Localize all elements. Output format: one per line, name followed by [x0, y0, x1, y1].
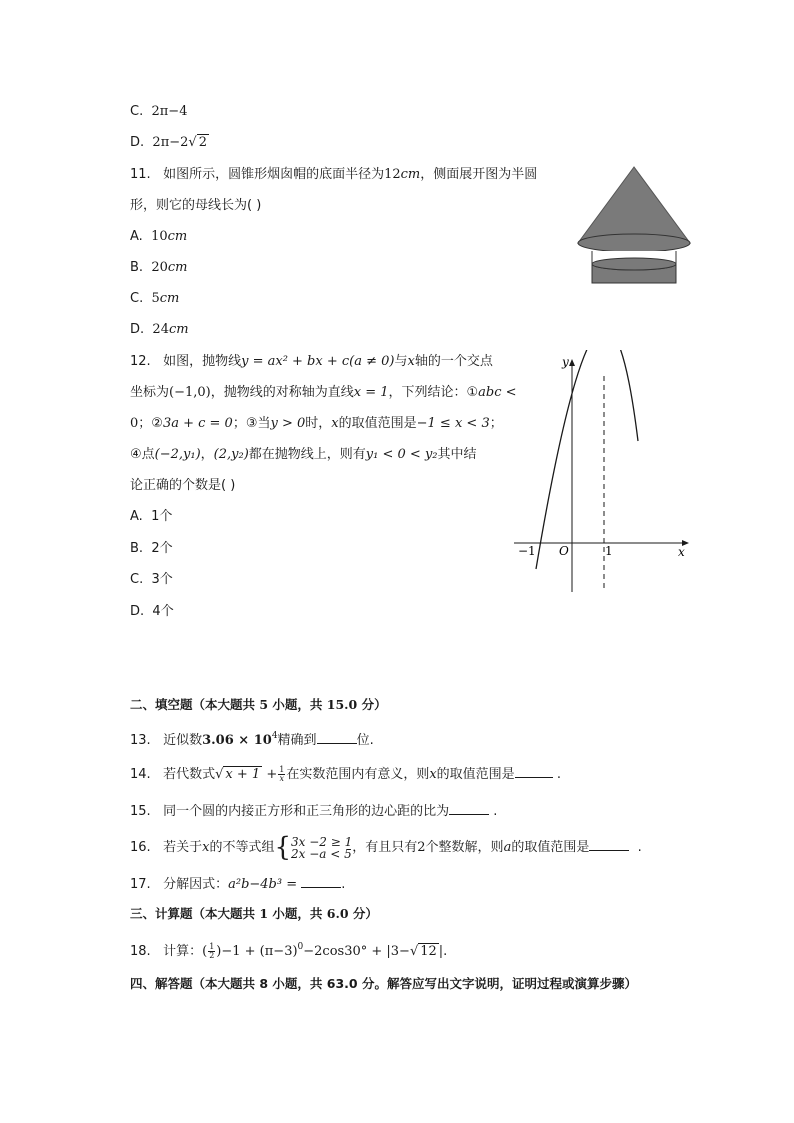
- q15: 15. 同一个圆的内接正方形和正三角形的边心距的比为 .: [130, 800, 497, 821]
- one-label: 1: [605, 544, 613, 558]
- q16: 16. 若关于x的不等式组{ 3x −2 ≥ 1 2x −a < 5 ，有且只有2个整数解，则a的取值范围是 .: [130, 830, 642, 864]
- q14: 14. 若代数式√ x + 1 + $\frac{1}{x}$ 在实数范围内有意义，则x的取值范围是 .: [130, 765, 561, 783]
- q13: 13. 近似数$3.06 \times 10^4$精确到 位.: [130, 731, 374, 748]
- section4-title: 四、解答题（本大题共 8 小题，共 63.0 分。解答应写出文字说明，证明过程或演算步骤）: [130, 976, 637, 991]
- q12-option-a: A. 1个: [130, 509, 173, 524]
- q15-blank[interactable]: [449, 800, 489, 815]
- q17: 17. 分解因式：a²b−4b³ = .: [130, 873, 345, 894]
- pipe-opening: [592, 258, 676, 270]
- origin-label: O: [559, 544, 569, 558]
- inequality-system: 3x −2 ≥ 1 2x −a < 5: [291, 834, 353, 861]
- q11-option-a: A. 10cm: [130, 229, 188, 244]
- q12-option-d: D. 4个: [130, 604, 174, 619]
- q11-option-c: C. 5cm: [130, 291, 180, 306]
- parabola-curve: [536, 350, 638, 569]
- cone-side: [578, 167, 690, 243]
- q13-blank[interactable]: [317, 729, 357, 744]
- q12-stem-line5: 论正确的个数是( ): [130, 478, 236, 493]
- q10-option-d: D. 2π−2√ 2: [130, 135, 207, 150]
- q12-stem-line1: 12. 如图，抛物线y = ax² + bx + c(a ≠ 0)与x轴的一个交点: [130, 354, 493, 369]
- q11-stem-line2: 形，则它的母线长为( ): [130, 198, 262, 213]
- q18: 18. 计算：( $\frac{1}{2}$ )$-1 + (\pi-3)^0-2\cos 30^\circ + |3-√$ 12 |.: [130, 942, 448, 960]
- section3-title: 三、计算题（本大题共 1 小题，共 6.0 分）: [130, 906, 378, 921]
- q11-stem-line1: 11. 如图所示，圆锥形烟囱帽的底面半径为12cm，侧面展开图为半圆: [130, 167, 538, 182]
- q17-blank[interactable]: [301, 873, 341, 888]
- neg-one-label: −1: [518, 544, 536, 558]
- parabola-graph: [510, 350, 696, 596]
- cone-base: [578, 234, 690, 252]
- chimney-cap-figure: [574, 165, 694, 287]
- q12-stem-line3: 0；②3a + c = 0；③当y > 0时，x的取值范围是−1 ≤ x < 3；: [130, 416, 503, 431]
- q12-stem-line2: 坐标为(−1,0)，抛物线的对称轴为直线x = 1，下列结论：①abc <: [130, 385, 517, 400]
- section2-title: 二、填空题（本大题共 5 小题，共 15.0 分）: [130, 697, 387, 712]
- x-axis-label: x: [678, 545, 685, 559]
- q11-option-b: B. 20cm: [130, 260, 188, 275]
- y-axis-label: y: [562, 355, 569, 369]
- q16-blank[interactable]: [589, 830, 629, 851]
- q12-option-c: C. 3个: [130, 572, 173, 587]
- q11-option-d: D. 24cm: [130, 322, 189, 337]
- q14-blank[interactable]: [515, 763, 553, 778]
- q10-option-c: C. 2π−4: [130, 104, 188, 119]
- q12-option-b: B. 2个: [130, 541, 173, 556]
- q12-stem-line4: ④点(−2,y₁)，(2,y₂)都在抛物线上，则有y₁ < 0 < y₂其中结: [130, 447, 477, 462]
